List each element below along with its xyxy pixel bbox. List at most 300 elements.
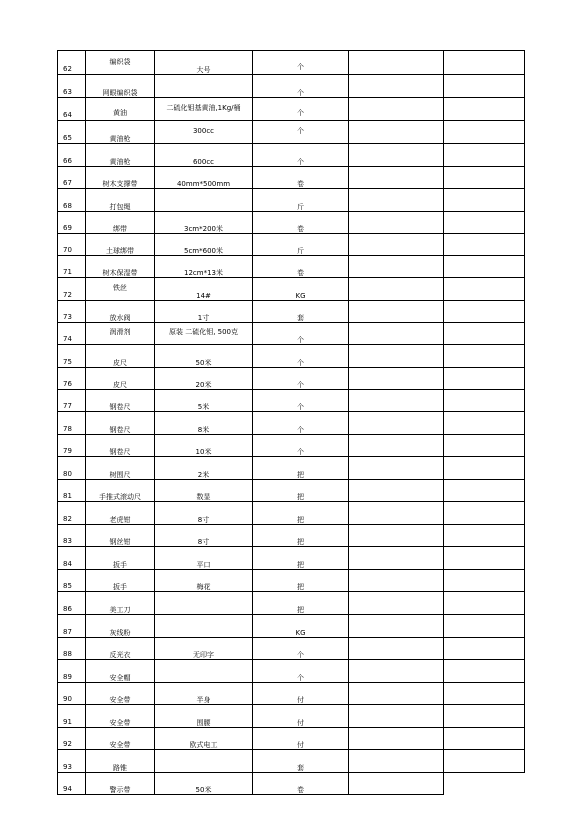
row-number-cell[interactable] — [58, 728, 86, 750]
empty-cell[interactable] — [349, 615, 444, 638]
row-number-cell[interactable] — [58, 480, 86, 502]
row-number-cell[interactable] — [58, 234, 86, 256]
item-name-cell-text: 扳手 — [113, 561, 127, 569]
table-row — [58, 480, 525, 502]
item-unit-cell-text: 把 — [297, 538, 304, 546]
item-unit-cell-text: KG — [295, 292, 306, 300]
item-name-cell[interactable] — [86, 75, 155, 98]
row-number-cell-text: 67 — [63, 179, 72, 187]
item-unit-cell-text: 个 — [297, 89, 304, 97]
table-row — [58, 323, 525, 345]
empty-cell[interactable] — [444, 683, 525, 705]
item-unit-cell-text: 把 — [297, 493, 304, 501]
item-name-cell-text: 铁丝 — [113, 284, 127, 292]
empty-cell[interactable] — [444, 660, 525, 683]
item-name-cell[interactable] — [86, 278, 155, 301]
table-row — [58, 592, 525, 615]
item-spec-cell-text: 50米 — [195, 359, 212, 367]
item-unit-cell[interactable] — [253, 435, 349, 457]
item-unit-cell[interactable] — [253, 773, 349, 795]
empty-cell[interactable] — [349, 660, 444, 683]
row-number-cell[interactable] — [58, 167, 86, 189]
item-name-cell[interactable] — [86, 660, 155, 683]
empty-cell[interactable] — [444, 435, 525, 457]
item-unit-cell-text: 个 — [297, 359, 304, 367]
item-spec-cell[interactable] — [155, 390, 253, 412]
item-name-cell[interactable] — [86, 167, 155, 189]
empty-cell[interactable] — [444, 212, 525, 234]
empty-cell[interactable] — [444, 301, 525, 323]
item-unit-cell-text: 个 — [297, 127, 304, 135]
item-spec-cell-text: 半身 — [196, 696, 211, 704]
empty-cell[interactable] — [444, 638, 525, 660]
empty-cell[interactable] — [349, 773, 444, 795]
empty-cell[interactable] — [349, 278, 444, 301]
item-spec-cell[interactable] — [155, 234, 253, 256]
item-spec-cell-text: 数显 — [196, 493, 211, 501]
item-unit-cell[interactable] — [253, 502, 349, 525]
item-unit-cell[interactable] — [253, 547, 349, 570]
table-row — [58, 457, 525, 480]
empty-cell[interactable] — [444, 705, 525, 728]
item-spec-cell[interactable] — [155, 705, 253, 728]
item-name-cell[interactable] — [86, 457, 155, 480]
item-name-cell[interactable] — [86, 301, 155, 323]
row-number-cell-text: 88 — [63, 650, 72, 658]
row-number-cell[interactable] — [58, 345, 86, 368]
empty-cell[interactable] — [444, 98, 525, 121]
item-unit-cell[interactable] — [253, 98, 349, 121]
item-unit-cell-text: 把 — [297, 471, 304, 479]
item-spec-cell[interactable] — [155, 683, 253, 705]
empty-cell[interactable] — [444, 412, 525, 435]
empty-cell[interactable] — [349, 705, 444, 728]
item-name-cell-text: 树围尺 — [109, 471, 131, 479]
item-name-cell[interactable] — [86, 570, 155, 592]
item-unit-cell[interactable] — [253, 256, 349, 278]
item-unit-cell[interactable] — [253, 212, 349, 234]
item-unit-cell[interactable] — [253, 234, 349, 256]
row-number-cell[interactable] — [58, 323, 86, 345]
row-number-cell-text: 77 — [63, 402, 72, 410]
empty-cell[interactable] — [444, 121, 525, 144]
row-number-cell[interactable] — [58, 189, 86, 212]
item-unit-cell-text: 卷 — [297, 225, 304, 233]
empty-cell[interactable] — [349, 728, 444, 750]
item-unit-cell[interactable] — [253, 570, 349, 592]
item-unit-cell[interactable] — [253, 683, 349, 705]
item-name-cell-text: 反光衣 — [109, 651, 131, 659]
item-unit-cell-text: 个 — [297, 109, 304, 117]
empty-cell[interactable] — [349, 547, 444, 570]
row-number-cell[interactable] — [58, 368, 86, 390]
item-spec-cell[interactable] — [155, 480, 253, 502]
empty-cell[interactable] — [349, 683, 444, 705]
row-number-cell[interactable] — [58, 278, 86, 301]
empty-cell[interactable] — [349, 212, 444, 234]
item-name-cell-text: 树木保湿带 — [102, 269, 138, 277]
empty-cell[interactable] — [349, 368, 444, 390]
table-row — [58, 51, 525, 75]
row-number-cell[interactable] — [58, 638, 86, 660]
row-number-cell[interactable] — [58, 660, 86, 683]
row-number-cell[interactable] — [58, 457, 86, 480]
row-number-cell[interactable] — [58, 705, 86, 728]
item-unit-cell[interactable] — [253, 323, 349, 345]
item-name-cell-text: 土球绑带 — [106, 247, 134, 255]
item-unit-cell-text: 个 — [297, 674, 304, 682]
item-name-cell[interactable] — [86, 98, 155, 121]
table-row — [58, 189, 525, 212]
item-name-cell-text: 网眼编织袋 — [102, 89, 138, 97]
item-spec-cell[interactable] — [155, 75, 253, 98]
row-number-cell[interactable] — [58, 144, 86, 167]
item-spec-cell[interactable] — [155, 368, 253, 390]
row-number-cell[interactable] — [58, 773, 86, 795]
item-spec-cell[interactable] — [155, 502, 253, 525]
item-unit-cell-text: 套 — [297, 314, 304, 322]
item-name-cell[interactable] — [86, 212, 155, 234]
item-spec-cell[interactable] — [155, 412, 253, 435]
item-unit-cell-text: 个 — [297, 448, 304, 456]
item-unit-cell[interactable] — [253, 638, 349, 660]
item-name-cell[interactable] — [86, 256, 155, 278]
empty-cell[interactable] — [349, 750, 444, 773]
empty-cell[interactable] — [444, 368, 525, 390]
item-unit-cell-text: 把 — [297, 606, 304, 614]
row-number-cell-text: 62 — [63, 65, 72, 73]
item-name-cell-text: 安全带 — [109, 719, 131, 727]
row-number-cell-text: 91 — [63, 718, 72, 726]
item-spec-cell-text: 50米 — [195, 786, 212, 794]
empty-cell[interactable] — [444, 390, 525, 412]
empty-cell[interactable] — [444, 234, 525, 256]
item-spec-cell[interactable] — [155, 570, 253, 592]
row-number-cell-text: 93 — [63, 763, 72, 771]
row-number-cell-text: 94 — [63, 785, 72, 793]
empty-cell[interactable] — [349, 256, 444, 278]
item-name-cell-text: 安全帽 — [109, 674, 131, 682]
item-name-cell-text: 黄油枪 — [109, 135, 131, 143]
table-row — [58, 502, 525, 525]
table-row — [58, 75, 525, 98]
empty-cell[interactable] — [349, 570, 444, 592]
item-name-cell[interactable] — [86, 435, 155, 457]
empty-cell[interactable] — [349, 234, 444, 256]
table-row — [58, 98, 525, 121]
item-spec-cell[interactable] — [155, 615, 253, 638]
item-unit-cell[interactable] — [253, 705, 349, 728]
item-spec-cell[interactable] — [155, 144, 253, 167]
row-number-cell-text: 86 — [63, 605, 72, 613]
empty-cell[interactable] — [444, 278, 525, 301]
row-number-cell[interactable] — [58, 301, 86, 323]
empty-cell[interactable] — [444, 547, 525, 570]
empty-cell[interactable] — [444, 525, 525, 547]
item-unit-cell[interactable] — [253, 390, 349, 412]
item-spec-cell[interactable] — [155, 592, 253, 615]
item-spec-cell-text: 20米 — [195, 381, 212, 389]
item-name-cell[interactable] — [86, 547, 155, 570]
item-spec-cell[interactable] — [155, 256, 253, 278]
item-name-cell[interactable] — [86, 502, 155, 525]
empty-cell[interactable] — [444, 457, 525, 480]
row-number-cell-text: 92 — [63, 740, 72, 748]
row-number-cell-text: 84 — [63, 560, 72, 568]
empty-cell[interactable] — [444, 750, 525, 773]
item-spec-cell-text: 原装 二硫化钼, 500克 — [168, 328, 239, 336]
row-number-cell[interactable] — [58, 525, 86, 547]
item-unit-cell[interactable] — [253, 480, 349, 502]
item-spec-cell[interactable] — [155, 457, 253, 480]
row-number-cell[interactable] — [58, 750, 86, 773]
item-spec-cell-text: 300cc — [192, 127, 215, 135]
empty-cell[interactable] — [349, 323, 444, 345]
item-name-cell[interactable] — [86, 750, 155, 773]
item-unit-cell[interactable] — [253, 368, 349, 390]
empty-cell[interactable] — [444, 728, 525, 750]
item-spec-cell-text: 40mm*500mm — [176, 180, 231, 188]
row-number-cell-text: 73 — [63, 313, 72, 321]
empty-cell[interactable] — [349, 457, 444, 480]
table-row — [58, 525, 525, 547]
item-spec-cell[interactable] — [155, 547, 253, 570]
item-unit-cell[interactable] — [253, 728, 349, 750]
row-number-cell[interactable] — [58, 547, 86, 570]
item-spec-cell[interactable] — [155, 121, 253, 144]
item-name-cell[interactable] — [86, 480, 155, 502]
empty-cell[interactable] — [349, 502, 444, 525]
item-name-cell-text: 黄油 — [113, 109, 127, 117]
item-spec-cell[interactable] — [155, 773, 253, 795]
row-number-cell[interactable] — [58, 75, 86, 98]
empty-cell[interactable] — [444, 167, 525, 189]
item-spec-cell[interactable] — [155, 525, 253, 547]
item-name-cell[interactable] — [86, 728, 155, 750]
item-spec-cell[interactable] — [155, 189, 253, 212]
item-unit-cell[interactable] — [253, 660, 349, 683]
item-unit-cell[interactable] — [253, 412, 349, 435]
table-row — [58, 121, 525, 144]
item-spec-cell[interactable] — [155, 51, 253, 75]
empty-cell[interactable] — [444, 75, 525, 98]
item-unit-cell-text: 个 — [297, 426, 304, 434]
empty-cell[interactable] — [444, 345, 525, 368]
item-spec-cell-text: 平口 — [196, 561, 211, 569]
empty-cell[interactable] — [349, 75, 444, 98]
item-unit-cell[interactable] — [253, 750, 349, 773]
empty-cell[interactable] — [444, 592, 525, 615]
item-unit-cell[interactable] — [253, 278, 349, 301]
empty-cell[interactable] — [349, 525, 444, 547]
item-unit-cell[interactable] — [253, 121, 349, 144]
row-number-cell-text: 71 — [63, 268, 72, 276]
item-unit-cell[interactable] — [253, 51, 349, 75]
row-number-cell[interactable] — [58, 256, 86, 278]
row-number-cell-text: 80 — [63, 470, 72, 478]
item-spec-cell-text: 600cc — [192, 158, 215, 166]
row-number-cell-text: 82 — [63, 515, 72, 523]
item-name-cell[interactable] — [86, 121, 155, 144]
item-name-cell[interactable] — [86, 615, 155, 638]
empty-cell[interactable] — [349, 592, 444, 615]
item-name-cell[interactable] — [86, 323, 155, 345]
item-spec-cell[interactable] — [155, 278, 253, 301]
item-unit-cell-text: 卷 — [297, 180, 304, 188]
item-spec-cell-text: 围腰 — [196, 719, 211, 727]
row-number-cell-text: 79 — [63, 447, 72, 455]
item-unit-cell[interactable] — [253, 189, 349, 212]
item-unit-cell[interactable] — [253, 525, 349, 547]
empty-cell[interactable] — [349, 167, 444, 189]
row-number-cell[interactable] — [58, 121, 86, 144]
row-number-cell-text: 83 — [63, 537, 72, 545]
empty-cell[interactable] — [444, 144, 525, 167]
item-name-cell[interactable] — [86, 773, 155, 795]
row-number-cell-text: 87 — [63, 628, 72, 636]
item-name-cell[interactable] — [86, 368, 155, 390]
row-number-cell-text: 89 — [63, 673, 72, 681]
item-name-cell[interactable] — [86, 412, 155, 435]
table-row — [58, 547, 525, 570]
table-row — [58, 773, 525, 795]
item-name-cell[interactable] — [86, 189, 155, 212]
empty-cell[interactable] — [349, 301, 444, 323]
table-row — [58, 144, 525, 167]
item-unit-cell-text: 斤 — [297, 203, 304, 211]
row-number-cell[interactable] — [58, 98, 86, 121]
empty-cell[interactable] — [349, 98, 444, 121]
empty-cell[interactable] — [349, 189, 444, 212]
row-number-cell[interactable] — [58, 435, 86, 457]
item-name-cell-text: 编织袋 — [109, 58, 131, 66]
item-unit-cell-text: KG — [295, 629, 306, 637]
empty-cell[interactable] — [349, 390, 444, 412]
empty-cell[interactable] — [444, 189, 525, 212]
item-spec-cell[interactable] — [155, 98, 253, 121]
item-unit-cell-text: 卷 — [297, 786, 304, 794]
empty-cell[interactable] — [444, 51, 525, 75]
row-number-cell-text: 90 — [63, 695, 72, 703]
item-spec-cell[interactable] — [155, 750, 253, 773]
item-spec-cell[interactable] — [155, 301, 253, 323]
empty-cell[interactable] — [349, 51, 444, 75]
item-name-cell[interactable] — [86, 683, 155, 705]
item-name-cell[interactable] — [86, 592, 155, 615]
item-name-cell[interactable] — [86, 525, 155, 547]
row-number-cell[interactable] — [58, 592, 86, 615]
item-spec-cell[interactable] — [155, 660, 253, 683]
item-spec-cell-text: 1寸 — [197, 314, 210, 322]
item-unit-cell[interactable] — [253, 345, 349, 368]
empty-cell[interactable] — [444, 256, 525, 278]
item-unit-cell-text: 卷 — [297, 269, 304, 277]
row-number-cell-text: 85 — [63, 582, 72, 590]
table-row — [58, 705, 525, 728]
empty-cell[interactable] — [349, 121, 444, 144]
table-row — [58, 750, 525, 773]
item-name-cell[interactable] — [86, 345, 155, 368]
item-spec-cell[interactable] — [155, 728, 253, 750]
row-number-cell-text: 75 — [63, 358, 72, 366]
item-name-cell-text: 钢丝钳 — [109, 538, 131, 546]
materials-table — [57, 50, 525, 795]
empty-cell[interactable] — [349, 480, 444, 502]
row-number-cell[interactable] — [58, 412, 86, 435]
empty-cell[interactable] — [444, 502, 525, 525]
item-unit-cell[interactable] — [253, 167, 349, 189]
item-spec-cell[interactable] — [155, 167, 253, 189]
table-row — [58, 683, 525, 705]
item-spec-cell-text: 14# — [196, 292, 211, 300]
item-unit-cell[interactable] — [253, 144, 349, 167]
empty-cell[interactable] — [444, 480, 525, 502]
item-unit-cell[interactable] — [253, 457, 349, 480]
item-name-cell[interactable] — [86, 144, 155, 167]
item-spec-cell[interactable] — [155, 435, 253, 457]
item-name-cell[interactable] — [86, 705, 155, 728]
empty-cell[interactable] — [349, 435, 444, 457]
item-unit-cell-text: 个 — [297, 336, 304, 344]
item-unit-cell[interactable] — [253, 75, 349, 98]
item-unit-cell-text: 个 — [297, 381, 304, 389]
item-name-cell-text: 钢卷尺 — [109, 448, 131, 456]
item-spec-cell[interactable] — [155, 212, 253, 234]
item-name-cell[interactable] — [86, 51, 155, 75]
item-spec-cell[interactable] — [155, 638, 253, 660]
table-row — [58, 570, 525, 592]
empty-cell[interactable] — [349, 638, 444, 660]
item-unit-cell[interactable] — [253, 592, 349, 615]
item-unit-cell-text: 把 — [297, 561, 304, 569]
item-spec-cell[interactable] — [155, 323, 253, 345]
table-row — [58, 368, 525, 390]
item-spec-cell-text: 12cm*13米 — [184, 269, 223, 277]
item-name-cell-text: 手推式滚动尺 — [99, 493, 141, 501]
row-number-cell[interactable] — [58, 570, 86, 592]
empty-cell[interactable] — [444, 323, 525, 345]
item-unit-cell[interactable] — [253, 615, 349, 638]
item-name-cell[interactable] — [86, 234, 155, 256]
row-number-cell[interactable] — [58, 212, 86, 234]
table-row — [58, 390, 525, 412]
item-name-cell[interactable] — [86, 638, 155, 660]
item-unit-cell[interactable] — [253, 301, 349, 323]
empty-cell[interactable] — [349, 412, 444, 435]
row-number-cell[interactable] — [58, 502, 86, 525]
item-unit-cell-text: 斤 — [297, 247, 304, 255]
item-name-cell[interactable] — [86, 390, 155, 412]
empty-cell[interactable] — [349, 144, 444, 167]
row-number-cell[interactable] — [58, 683, 86, 705]
item-spec-cell-text: 8米 — [197, 426, 210, 434]
empty-cell[interactable] — [444, 570, 525, 592]
item-unit-cell-text: 把 — [297, 583, 304, 591]
row-number-cell[interactable] — [58, 390, 86, 412]
item-spec-cell-text: 8寸 — [197, 516, 210, 524]
empty-cell[interactable] — [349, 345, 444, 368]
table-row — [58, 435, 525, 457]
item-spec-cell-text: 5cm*600米 — [184, 247, 223, 255]
item-spec-cell-text: 无印字 — [193, 651, 214, 659]
item-spec-cell[interactable] — [155, 345, 253, 368]
empty-cell[interactable] — [444, 773, 525, 795]
item-name-cell-text: 安全带 — [109, 696, 131, 704]
row-number-cell[interactable] — [58, 51, 86, 75]
empty-cell[interactable] — [444, 615, 525, 638]
row-number-cell[interactable] — [58, 615, 86, 638]
item-unit-cell-text: 套 — [297, 764, 304, 772]
